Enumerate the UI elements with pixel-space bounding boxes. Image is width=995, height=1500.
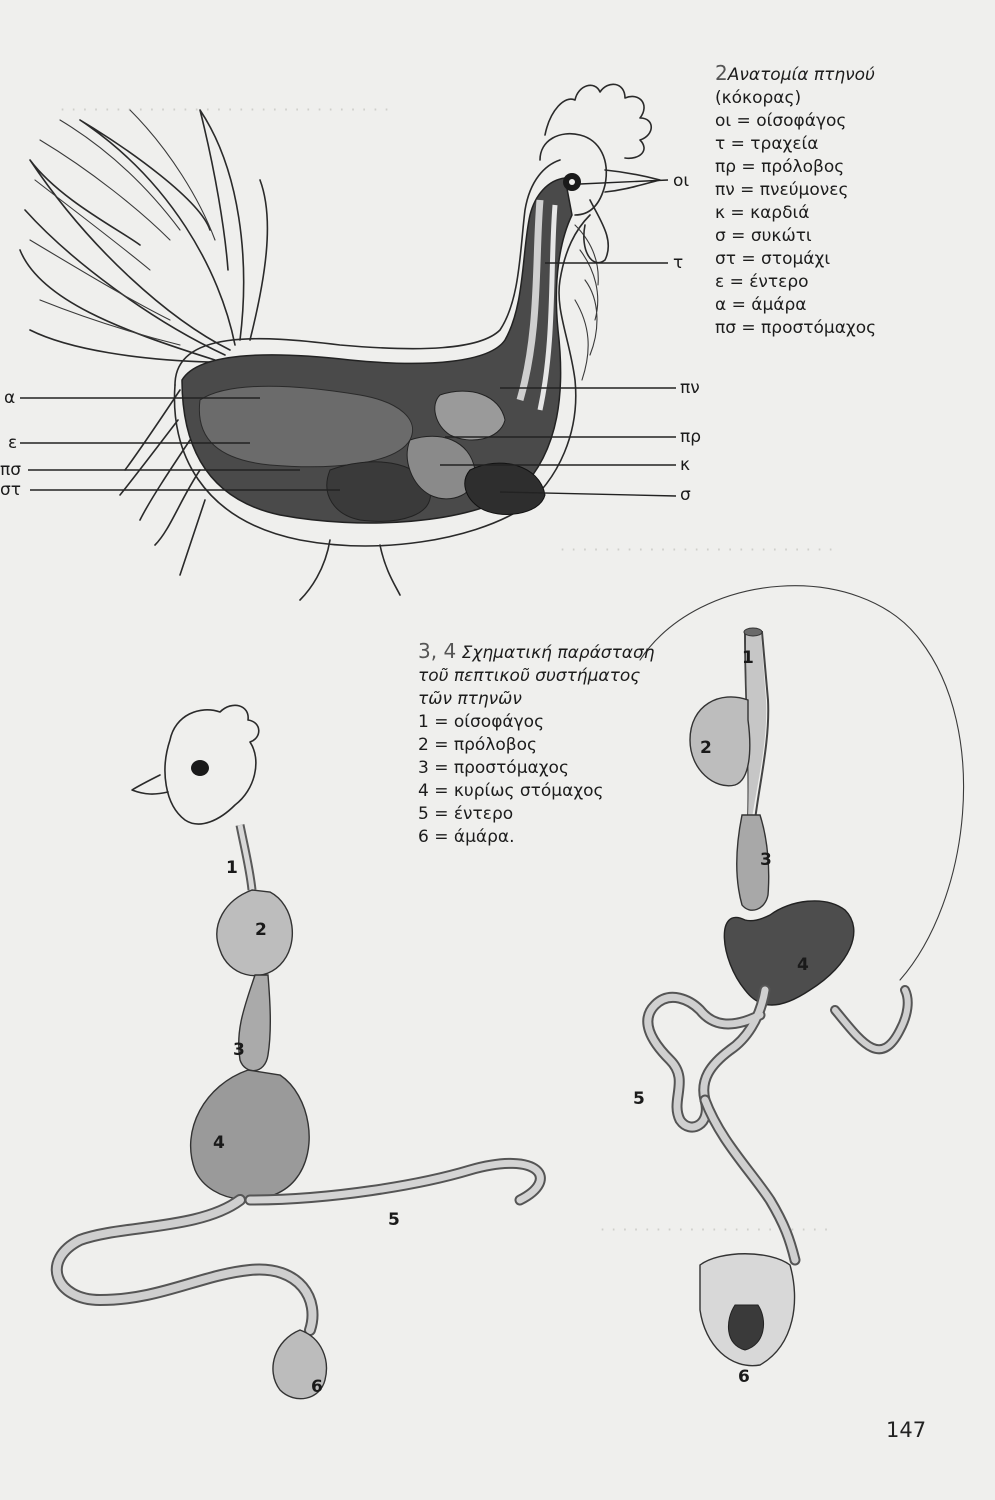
fig3-number-1: 1 bbox=[226, 858, 238, 878]
figure34-caption bbox=[418, 640, 668, 665]
legend-item: 6 = άμάρα. bbox=[418, 827, 515, 847]
label-e: ε bbox=[8, 433, 18, 453]
label-pn: πν bbox=[680, 378, 700, 398]
fig3-number-3: 3 bbox=[233, 1040, 245, 1060]
fig3-number-2: 2 bbox=[255, 920, 267, 940]
label-oi: οι bbox=[673, 171, 690, 191]
tail-feathers bbox=[20, 110, 267, 362]
legend-item: κ = καρδιά bbox=[715, 203, 810, 223]
fig3-number-5: 5 bbox=[388, 1210, 400, 1230]
legend-item: 1 = οίσοφάγος bbox=[418, 712, 545, 732]
legend-item: ε = έντερο bbox=[715, 272, 809, 292]
show-through-text: · · · · · · · · · · · · · · · · · · · · · · · · · bbox=[560, 540, 834, 559]
legend-item: πσ = προστόμαχος bbox=[715, 318, 877, 338]
legend-item: 2 = πρόλοβος bbox=[418, 735, 537, 755]
figure34-caption-line: Σχηματική παράσταση bbox=[461, 643, 655, 663]
legend-item: οι = οίσοφάγος bbox=[715, 111, 847, 131]
label-pr: πρ bbox=[680, 427, 702, 447]
legend-item: πν = πνεύμονες bbox=[715, 180, 849, 200]
figure2-caption bbox=[715, 62, 985, 87]
legend-item: 4 = κυρίως στόμαχος bbox=[418, 781, 604, 801]
figure34-caption-line: τοῦ πεπτικοῦ συστήματος bbox=[418, 666, 641, 686]
figure4-digestive-system bbox=[640, 586, 964, 1366]
fig4-number-2: 2 bbox=[700, 738, 712, 758]
chicken-head-outline bbox=[165, 705, 259, 824]
label-ps: πσ bbox=[0, 460, 22, 480]
fig3-number-4: 4 bbox=[213, 1133, 225, 1153]
page-number: 147 bbox=[886, 1418, 927, 1442]
fig4-number-4: 4 bbox=[797, 955, 809, 975]
fig4-number-3: 3 bbox=[760, 850, 772, 870]
fig4-number-1: 1 bbox=[742, 648, 754, 668]
legs bbox=[300, 540, 400, 600]
figure34-legend bbox=[418, 640, 668, 849]
legend-item: α = άμάρα bbox=[715, 295, 807, 315]
figure2-legend bbox=[715, 62, 985, 340]
legend-item: πρ = πρόλοβος bbox=[715, 157, 845, 177]
label-a: α bbox=[4, 388, 16, 408]
label-k: κ bbox=[680, 455, 691, 475]
legend-item: σ = συκώτι bbox=[715, 226, 812, 246]
legend-item: 3 = προστόμαχος bbox=[418, 758, 569, 778]
crop bbox=[690, 697, 750, 786]
wattle bbox=[584, 200, 608, 263]
figure2-title: Ανατομία πτηνού bbox=[727, 65, 875, 85]
label-st: στ bbox=[0, 480, 22, 500]
label-s: σ bbox=[680, 485, 691, 505]
rooster-anatomy-illustration bbox=[20, 84, 660, 600]
fig3-number-6: 6 bbox=[311, 1377, 323, 1397]
fig4-number-5: 5 bbox=[633, 1089, 645, 1109]
legend-item: στ = στομάχι bbox=[715, 249, 831, 269]
gizzard bbox=[724, 901, 853, 1005]
gizzard bbox=[191, 1070, 310, 1200]
figure2-number: 2 bbox=[715, 61, 728, 85]
figure34-caption-line: τῶν πτηνῶν bbox=[418, 689, 522, 709]
label-t: τ bbox=[673, 253, 684, 273]
fig4-number-6: 6 bbox=[738, 1367, 750, 1387]
chicken-eye bbox=[191, 760, 209, 776]
legend-item: τ = τραχεία bbox=[715, 134, 819, 154]
show-through-text: · · · · · · · · · · · · · · · · · · · · · bbox=[600, 1220, 830, 1239]
neck-hackles bbox=[575, 225, 598, 380]
chicken-beak-outline bbox=[132, 775, 168, 794]
figure34-number: 3, 4 bbox=[418, 639, 457, 663]
show-through-text: · · · · · · · · · · · · · · · · · · · · · · · · · · · · · · bbox=[60, 100, 390, 119]
legend-item: 5 = έντερο bbox=[418, 804, 514, 824]
figure2-subtitle: (κόκορας) bbox=[715, 88, 802, 108]
